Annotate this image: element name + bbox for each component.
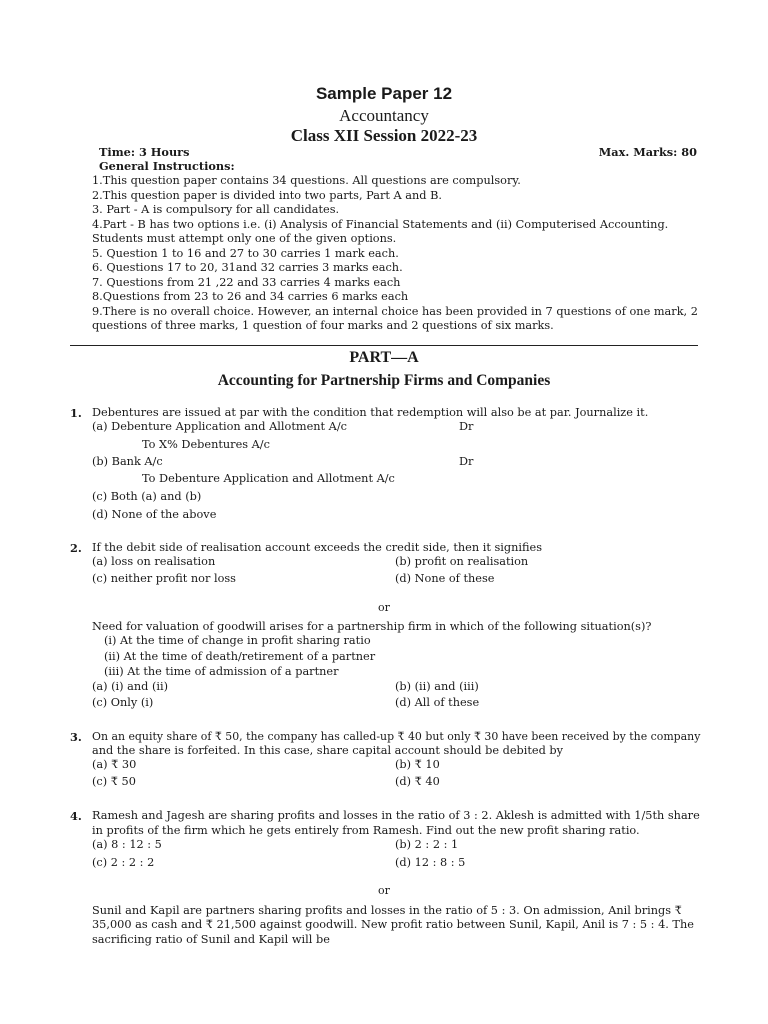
- q1-option-b-dr: Dr: [459, 455, 474, 468]
- q3-option-b: (b) ₹ 10: [395, 758, 440, 771]
- instruction-3: 3. Part - A is compulsory for all candidates.: [92, 203, 340, 216]
- q2-alt-option-b: (b) (ii) and (iii): [395, 680, 479, 693]
- q1-option-a-dr: Dr: [459, 420, 474, 433]
- q4-option-b: (b) 2 : 2 : 1: [395, 838, 459, 851]
- question-1-number: 1.: [70, 406, 82, 420]
- q1-option-a: (a) Debenture Application and Allotment A/c: [92, 420, 347, 433]
- q2-alt-item-ii: (ii) At the time of death/retirement of a partner: [104, 650, 376, 663]
- q2-option-c: (c) neither profit nor loss: [92, 572, 236, 585]
- question-2-text: If the debit side of realisation account exceeds the credit side, then it signifies: [92, 541, 543, 554]
- section-divider: [70, 345, 698, 346]
- question-4-line-2: in profits of the firm which he gets entirely from Ramesh. Find out the new profit sharing ratio.: [92, 824, 640, 837]
- q2-or-separator: or: [378, 601, 390, 614]
- instruction-9: 9.There is no overall choice. However, an internal choice has been provided in 7 questions of one mark, 2: [92, 305, 698, 318]
- instruction-4: 4.Part - B has two options i.e. (i) Analysis of Financial Statements and (ii) Computerised Accounting.: [92, 218, 669, 231]
- q3-option-d: (d) ₹ 40: [395, 775, 440, 788]
- q2-alt-option-a: (a) (i) and (ii): [92, 680, 169, 693]
- q1-option-d: (d) None of the above: [92, 508, 217, 521]
- question-3-line-1: On an equity share of ₹ 50, the company has called-up ₹ 40 but only ₹ 30 have been received by the company: [92, 730, 701, 743]
- question-2-number: 2.: [70, 541, 82, 555]
- part-title: PART—A: [349, 349, 419, 366]
- instruction-6: 6. Questions 17 to 20, 31and 32 carries 3 marks each.: [92, 261, 403, 274]
- q2-alt-option-d: (d) All of these: [395, 696, 480, 709]
- q1-option-a-to: To X% Debentures A/c: [142, 438, 270, 451]
- q2-alt-text: Need for valuation of goodwill arises for a partnership firm in which of the following situation(s)?: [92, 620, 652, 633]
- q3-option-a: (a) ₹ 30: [92, 758, 137, 771]
- q4-option-c: (c) 2 : 2 : 2: [92, 856, 155, 869]
- q4-or-separator: or: [378, 884, 390, 897]
- question-4-line-1: Ramesh and Jagesh are sharing profits and losses in the ratio of 3 : 2. Aklesh is admitted with 1/5th share: [92, 809, 700, 822]
- part-subtitle: Accounting for Partnership Firms and Companies: [217, 372, 551, 389]
- subject-title: Accountancy: [339, 106, 429, 125]
- q4-option-d: (d) 12 : 8 : 5: [395, 856, 466, 869]
- paper-title: Sample Paper 12: [315, 84, 453, 103]
- time-label: Time: 3 Hours: [99, 145, 190, 159]
- instruction-4-cont: Students must attempt only one of the given options.: [92, 232, 397, 245]
- max-marks-label: Max. Marks: 80: [598, 145, 697, 159]
- instruction-2: 2.This question paper is divided into two parts, Part A and B.: [92, 189, 442, 202]
- q2-alt-option-c: (c) Only (i): [92, 696, 154, 709]
- instruction-8: 8.Questions from 23 to 26 and 34 carries 6 marks each: [92, 290, 409, 303]
- q2-option-a: (a) loss on realisation: [92, 555, 216, 568]
- question-4-number: 4.: [70, 809, 82, 823]
- q2-option-b: (b) profit on realisation: [395, 555, 529, 568]
- question-3-number: 3.: [70, 730, 82, 744]
- q1-option-b: (b) Bank A/c: [92, 455, 163, 468]
- q2-alt-item-iii: (iii) At the time of admission of a partner: [104, 665, 339, 678]
- q1-option-b-to: To Debenture Application and Allotment A/c: [142, 472, 395, 485]
- instruction-7: 7. Questions from 21 ,22 and 33 carries 4 marks each: [92, 276, 401, 289]
- question-3-line-2: and the share is forfeited. In this case, share capital account should be debited by: [92, 744, 564, 757]
- q1-option-c: (c) Both (a) and (b): [92, 490, 202, 503]
- question-1-text: Debentures are issued at par with the condition that redemption will also be at par. Journalize it.: [92, 406, 649, 419]
- q2-option-d: (d) None of these: [395, 572, 495, 585]
- instructions-heading: General Instructions:: [99, 159, 235, 173]
- q4-option-a: (a) 8 : 12 : 5: [92, 838, 162, 851]
- q4-alt-line-1: Sunil and Kapil are partners sharing profits and losses in the ratio of 5 : 3. On admission, Anil brings ₹: [92, 904, 682, 917]
- q4-alt-line-3: sacrificing ratio of Sunil and Kapil will be: [92, 933, 330, 946]
- instruction-5: 5. Question 1 to 16 and 27 to 30 carries 1 mark each.: [92, 247, 399, 260]
- instruction-9-cont: questions of three marks, 1 question of four marks and 2 questions of six marks.: [92, 319, 554, 332]
- q3-option-c: (c) ₹ 50: [92, 775, 136, 788]
- instruction-1: 1.This question paper contains 34 questions. All questions are compulsory.: [92, 174, 521, 187]
- q2-alt-item-i: (i) At the time of change in profit sharing ratio: [104, 634, 371, 647]
- class-session: Class XII Session 2022-23: [290, 126, 478, 145]
- q4-alt-line-2: 35,000 as cash and ₹ 21,500 against goodwill. New profit ratio between Sunil, Kapil, Anil is 7 : 5 : 4. The: [92, 918, 694, 931]
